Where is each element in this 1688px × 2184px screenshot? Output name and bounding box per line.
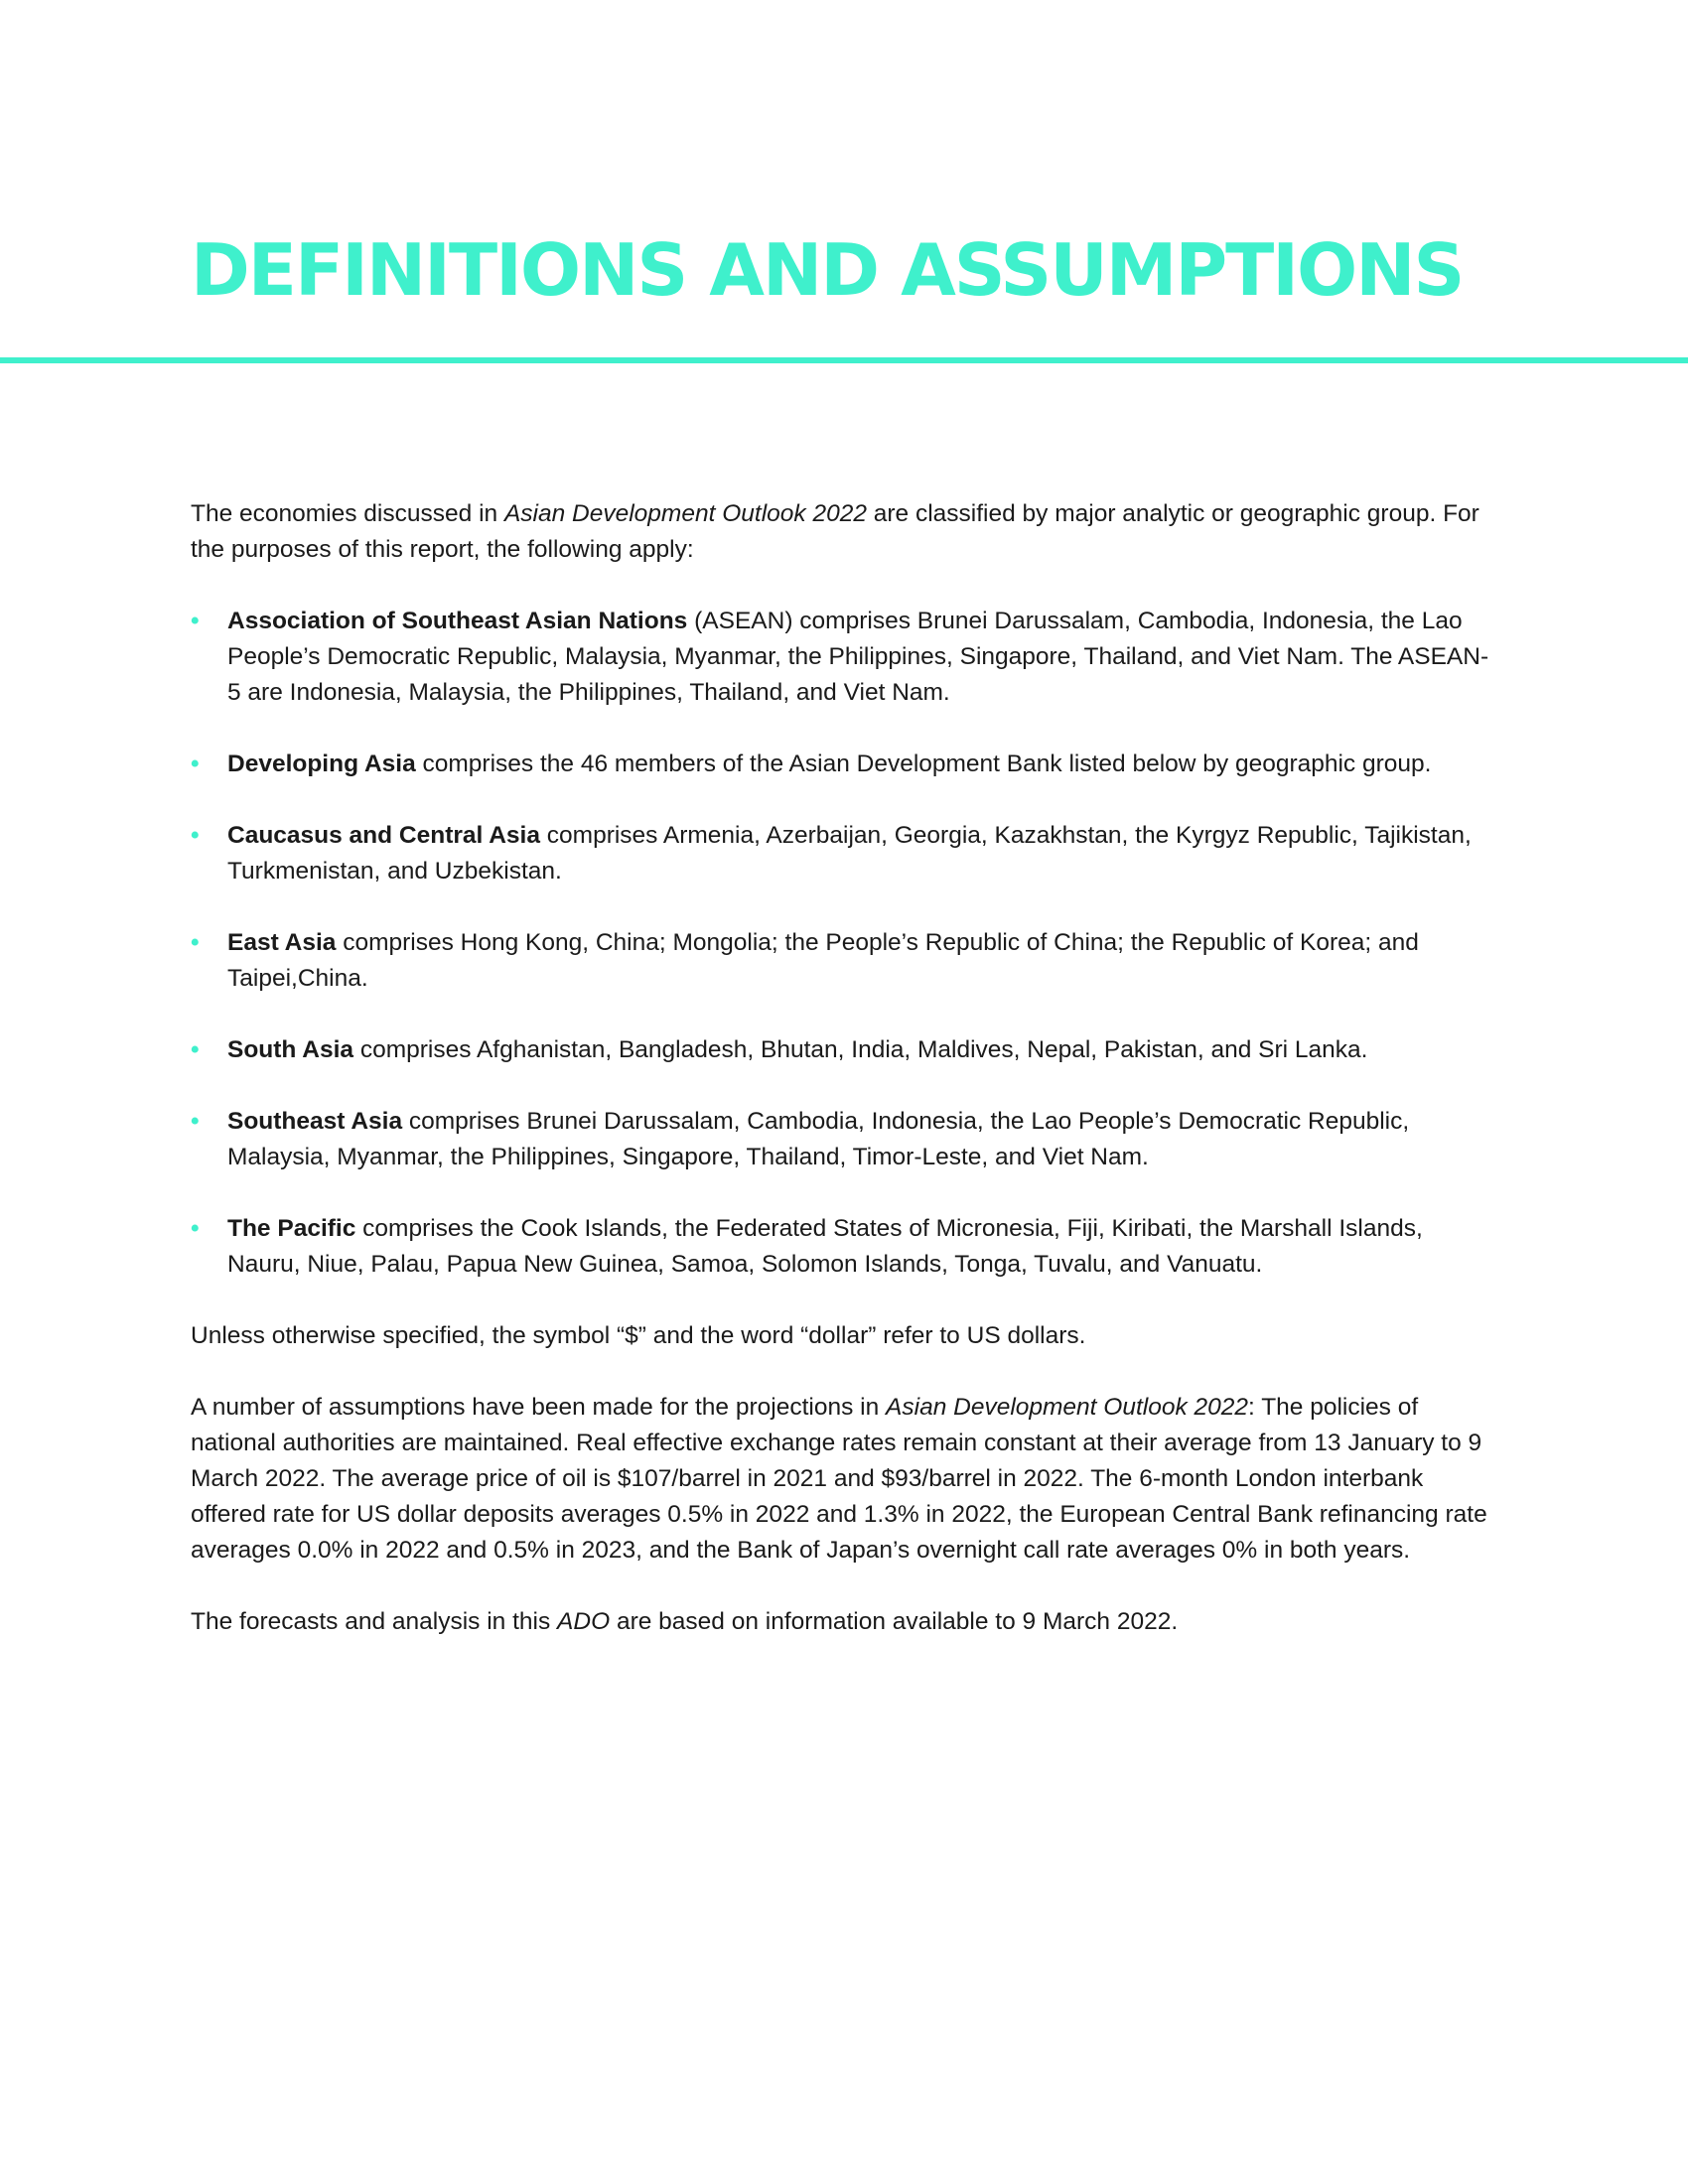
bullet-icon: •: [191, 1215, 200, 1242]
definition-text: comprises Afghanistan, Bangladesh, Bhutan, India, Maldives, Nepal, Pakistan, and Sri Lanka.: [353, 1036, 1368, 1063]
currency-note: Unless otherwise specified, the symbol “$” and the word “dollar” refer to US dollars.: [191, 1322, 1086, 1349]
publication-abbreviation: ADO: [557, 1608, 611, 1635]
definition-item: [191, 925, 1501, 997]
bullet-icon: •: [191, 929, 200, 956]
publication-title: Asian Development Outlook 2022: [886, 1394, 1249, 1421]
intro-paragraph: The economies discussed in Asian Development Outlook 2022 are classified by major analytic or geographic group. For the purposes of this report, the following apply:: [191, 500, 1479, 563]
definition-item: [191, 1211, 1501, 1283]
definition-text: comprises the Cook Islands, the Federated States of Micronesia, Fiji, Kiribati, the Marshall Islands, Nauru, Niue, Palau, Papua New Guinea, Samoa, Solomon Islands, Tonga, Tuvalu, and Vanuatu.: [227, 1215, 1423, 1278]
bullet-icon: •: [191, 822, 200, 849]
definition-item: [191, 1032, 1501, 1068]
definition-term: Association of Southeast Asian Nations: [227, 608, 688, 634]
forecast-note: The forecasts and analysis in this ADO are based on information available to 9 March 2022.: [191, 1608, 1179, 1635]
title-divider: [0, 357, 1688, 363]
definition-item: [191, 604, 1501, 711]
definition-item: [191, 1104, 1501, 1175]
bullet-icon: •: [191, 751, 200, 777]
definition-text: comprises Hong Kong, China; Mongolia; the People’s Republic of China; the Republic of Korea; and Taipei,China.: [227, 929, 1419, 992]
definition-term: Developing Asia: [227, 751, 416, 777]
document-body: [191, 496, 1501, 1676]
bullet-icon: •: [191, 608, 200, 634]
definition-text: comprises the 46 members of the Asian Development Bank listed below by geographic group.: [415, 751, 1432, 777]
definition-text: comprises Armenia, Azerbaijan, Georgia, Kazakhstan, the Kyrgyz Republic, Tajikistan, Turkmenistan, and Uzbekistan.: [227, 822, 1472, 885]
definition-term: Caucasus and Central Asia: [227, 822, 540, 849]
definition-term: The Pacific: [227, 1215, 356, 1242]
definition-text: (ASEAN) comprises Brunei Darussalam, Cambodia, Indonesia, the Lao People’s Democratic Republic, Malaysia, Myanmar, the Philippines, Singapore, Thailand, and Viet Nam. The ASEAN-5 are Indonesia, Malaysia, the Philippines, Thailand, and Viet Nam.: [227, 608, 1489, 706]
assumptions-paragraph: A number of assumptions have been made for the projections in Asian Development Outlook 2022: The policies of national authorities are maintained. Real effective exchange rates remain constant at their average from 13 January to 9 March 2022. The average price of oil is $107/barrel in 2021 and $93/barrel in 2022. The 6-month London interbank offered rate for US dollar deposits averages 0.5% in 2022 and 1.3% in 2022, the European Central Bank refinancing rate averages 0.0% in 2022 and 0.5% in 2023, and the Bank of Japan’s overnight call rate averages 0% in both years.: [191, 1394, 1487, 1564]
publication-title: Asian Development Outlook 2022: [503, 500, 867, 527]
definition-term: Southeast Asia: [227, 1108, 403, 1135]
definition-item: [191, 818, 1501, 889]
definitions-list: [191, 604, 1501, 1283]
bullet-icon: •: [191, 1108, 200, 1135]
definition-text: comprises Brunei Darussalam, Cambodia, Indonesia, the Lao People’s Democratic Republic, Malaysia, Myanmar, the Philippines, Singapore, Thailand, Timor-Leste, and Viet Nam.: [227, 1108, 1410, 1170]
definition-term: South Asia: [227, 1036, 354, 1063]
page-title: DEFINITIONS AND ASSUMPTIONS: [191, 228, 1464, 312]
bullet-icon: •: [191, 1036, 200, 1063]
definition-item: [191, 747, 1501, 782]
definition-term: East Asia: [227, 929, 337, 956]
